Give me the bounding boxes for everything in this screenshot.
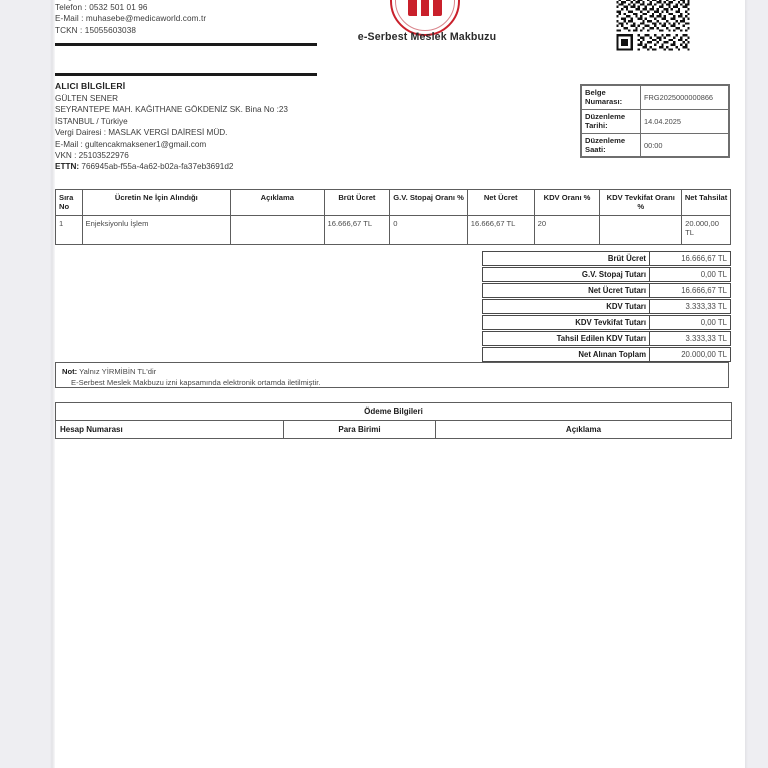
document-info-table — [581, 85, 729, 157]
col-sira-no: Sıra No — [56, 190, 83, 216]
buyer-email: E-Mail : gultencakmaksener1@gmail.com — [55, 139, 207, 149]
col-aciklama: Açıklama — [231, 190, 324, 216]
table-row — [482, 315, 731, 330]
duzenleme-tarihi-value: 14.04.2025 — [641, 109, 729, 133]
duzenleme-saati-label: Düzenleme Saati: — [582, 133, 641, 157]
seller-tckn: TCKN : 15055603038 — [55, 25, 137, 35]
buyer-info — [55, 81, 288, 173]
note-box — [55, 362, 729, 388]
document-info-box — [580, 84, 730, 158]
totals-table — [482, 250, 731, 363]
payment-info-title: Ödeme Bilgileri — [56, 403, 732, 421]
cell-ucretin-ne-icin-alindigi: Enjeksiyonlu İşlem — [82, 215, 231, 244]
col-kdv-tevkifat-orani: KDV Tevkifat Oranı % — [600, 190, 682, 216]
cell-aciklama — [231, 215, 324, 244]
seller-email: E-Mail : muhasebe@medicaworld.com.tr — [55, 14, 207, 24]
col-para-birimi: Para Birimi — [284, 421, 436, 439]
buyer-tax-office: Vergi Dairesi : MASLAK VERGİ DAİRESİ MÜD. — [55, 128, 228, 138]
table-row — [582, 133, 729, 157]
total-net-ucret-value: 16.666,67 TL — [649, 283, 731, 298]
table-row — [482, 251, 731, 266]
buyer-city: İSTANBUL / Türkiye — [55, 116, 128, 126]
total-kdv-tevkifat-label: KDV Tevkifat Tutarı — [482, 315, 649, 330]
table-row — [56, 403, 732, 421]
belge-numarasi-value: FRG2025000000866 — [641, 86, 729, 110]
total-gv-stopaj-value: 0,00 TL — [649, 267, 731, 282]
table-row — [482, 299, 731, 314]
header-divider-top — [55, 43, 317, 46]
col-gv-stopaj-orani: G.V. Stopaj Oranı % — [390, 190, 467, 216]
col-kdv-orani: KDV Oranı % — [534, 190, 600, 216]
table-row — [482, 267, 731, 282]
buyer-vkn: VKN : 25103522976 — [55, 150, 129, 160]
qr-code-icon — [588, 0, 718, 53]
cell-net-tahsilat: 20.000,00 TL — [682, 215, 731, 244]
cell-kdv-tevkifat-orani — [600, 215, 682, 244]
table-row — [482, 283, 731, 298]
total-tahsil-edilen-kdv-value: 3.333,33 TL — [649, 331, 731, 346]
total-brut-ucret-value: 16.666,67 TL — [649, 251, 731, 266]
total-net-alinan-toplam-value: 20.000,00 TL — [649, 347, 731, 362]
buyer-address: SEYRANTEPE MAH. KAĞITHANE GÖKDENİZ SK. Bina No :23 — [55, 105, 288, 115]
buyer-heading: ALICI BİLGİLERİ — [55, 81, 126, 91]
total-net-ucret-label: Net Ücret Tutarı — [482, 283, 649, 298]
col-brut-ucret: Brüt Ücret — [324, 190, 390, 216]
belge-numarasi-label: Belge Numarası: — [582, 86, 641, 110]
invoice-page — [55, 0, 745, 768]
col-net-ucret: Net Ücret — [467, 190, 534, 216]
line-items-table — [55, 189, 731, 245]
ettn-label: ETTN: — [55, 162, 80, 172]
cell-kdv-orani: 20 — [534, 215, 600, 244]
total-net-alinan-toplam-label: Net Alınan Toplam — [482, 347, 649, 362]
table-row — [582, 109, 729, 133]
note-amount-text: Yalnız YİRMİBİN TL'dir — [79, 367, 157, 376]
cell-sira-no: 1 — [56, 215, 83, 244]
table-row — [482, 331, 731, 346]
buyer-ettn — [55, 161, 288, 172]
cell-brut-ucret: 16.666,67 TL — [324, 215, 390, 244]
seller-phone: Telefon : 0532 501 01 96 — [55, 3, 148, 13]
note-line-1 — [62, 366, 722, 377]
table-row — [56, 215, 731, 244]
document-info-body — [582, 86, 729, 157]
totals-body — [482, 251, 731, 362]
total-kdv-label: KDV Tutarı — [482, 299, 649, 314]
col-payment-aciklama: Açıklama — [436, 421, 732, 439]
total-gv-stopaj-label: G.V. Stopaj Tutarı — [482, 267, 649, 282]
line-items-head — [56, 190, 731, 216]
total-tahsil-edilen-kdv-label: Tahsil Edilen KDV Tutarı — [482, 331, 649, 346]
col-net-tahsilat: Net Tahsilat — [682, 190, 731, 216]
duzenleme-saati-value: 00:00 — [641, 133, 729, 157]
page-title: e-Serbest Meslek Makbuzu — [357, 31, 497, 43]
table-row — [482, 347, 731, 362]
table-header-row — [56, 190, 731, 216]
ettn-value: 766945ab-f55a-4a62-b02a-fa37eb3691d2 — [81, 162, 234, 172]
col-hesap-numarasi: Hesap Numarası — [56, 421, 284, 439]
seller-info — [55, 0, 206, 36]
total-kdv-tevkifat-value: 0,00 TL — [649, 315, 731, 330]
cell-net-ucret: 16.666,67 TL — [467, 215, 534, 244]
cell-gv-stopaj-orani: 0 — [390, 215, 467, 244]
table-header-row — [56, 421, 732, 439]
document-header — [55, 0, 745, 52]
duzenleme-tarihi-label: Düzenleme Tarihi: — [582, 109, 641, 133]
seal-ring — [395, 0, 455, 31]
header-divider-bottom — [55, 73, 317, 76]
table-row — [582, 86, 729, 110]
payment-info-table — [55, 402, 732, 439]
col-ucretin-ne-icin-alindigi: Ücretin Ne İçin Alındığı — [82, 190, 231, 216]
note-line-2: E-Serbest Meslek Makbuzu izni kapsamında elektronik ortamda iletilmiştir. — [71, 378, 321, 387]
total-kdv-value: 3.333,33 TL — [649, 299, 731, 314]
buyer-name: GÜLTEN SENER — [55, 93, 119, 103]
note-label: Not: — [62, 367, 78, 376]
payment-info-body — [56, 403, 732, 439]
line-items-body — [56, 215, 731, 244]
total-brut-ucret-label: Brüt Ücret — [482, 251, 649, 266]
